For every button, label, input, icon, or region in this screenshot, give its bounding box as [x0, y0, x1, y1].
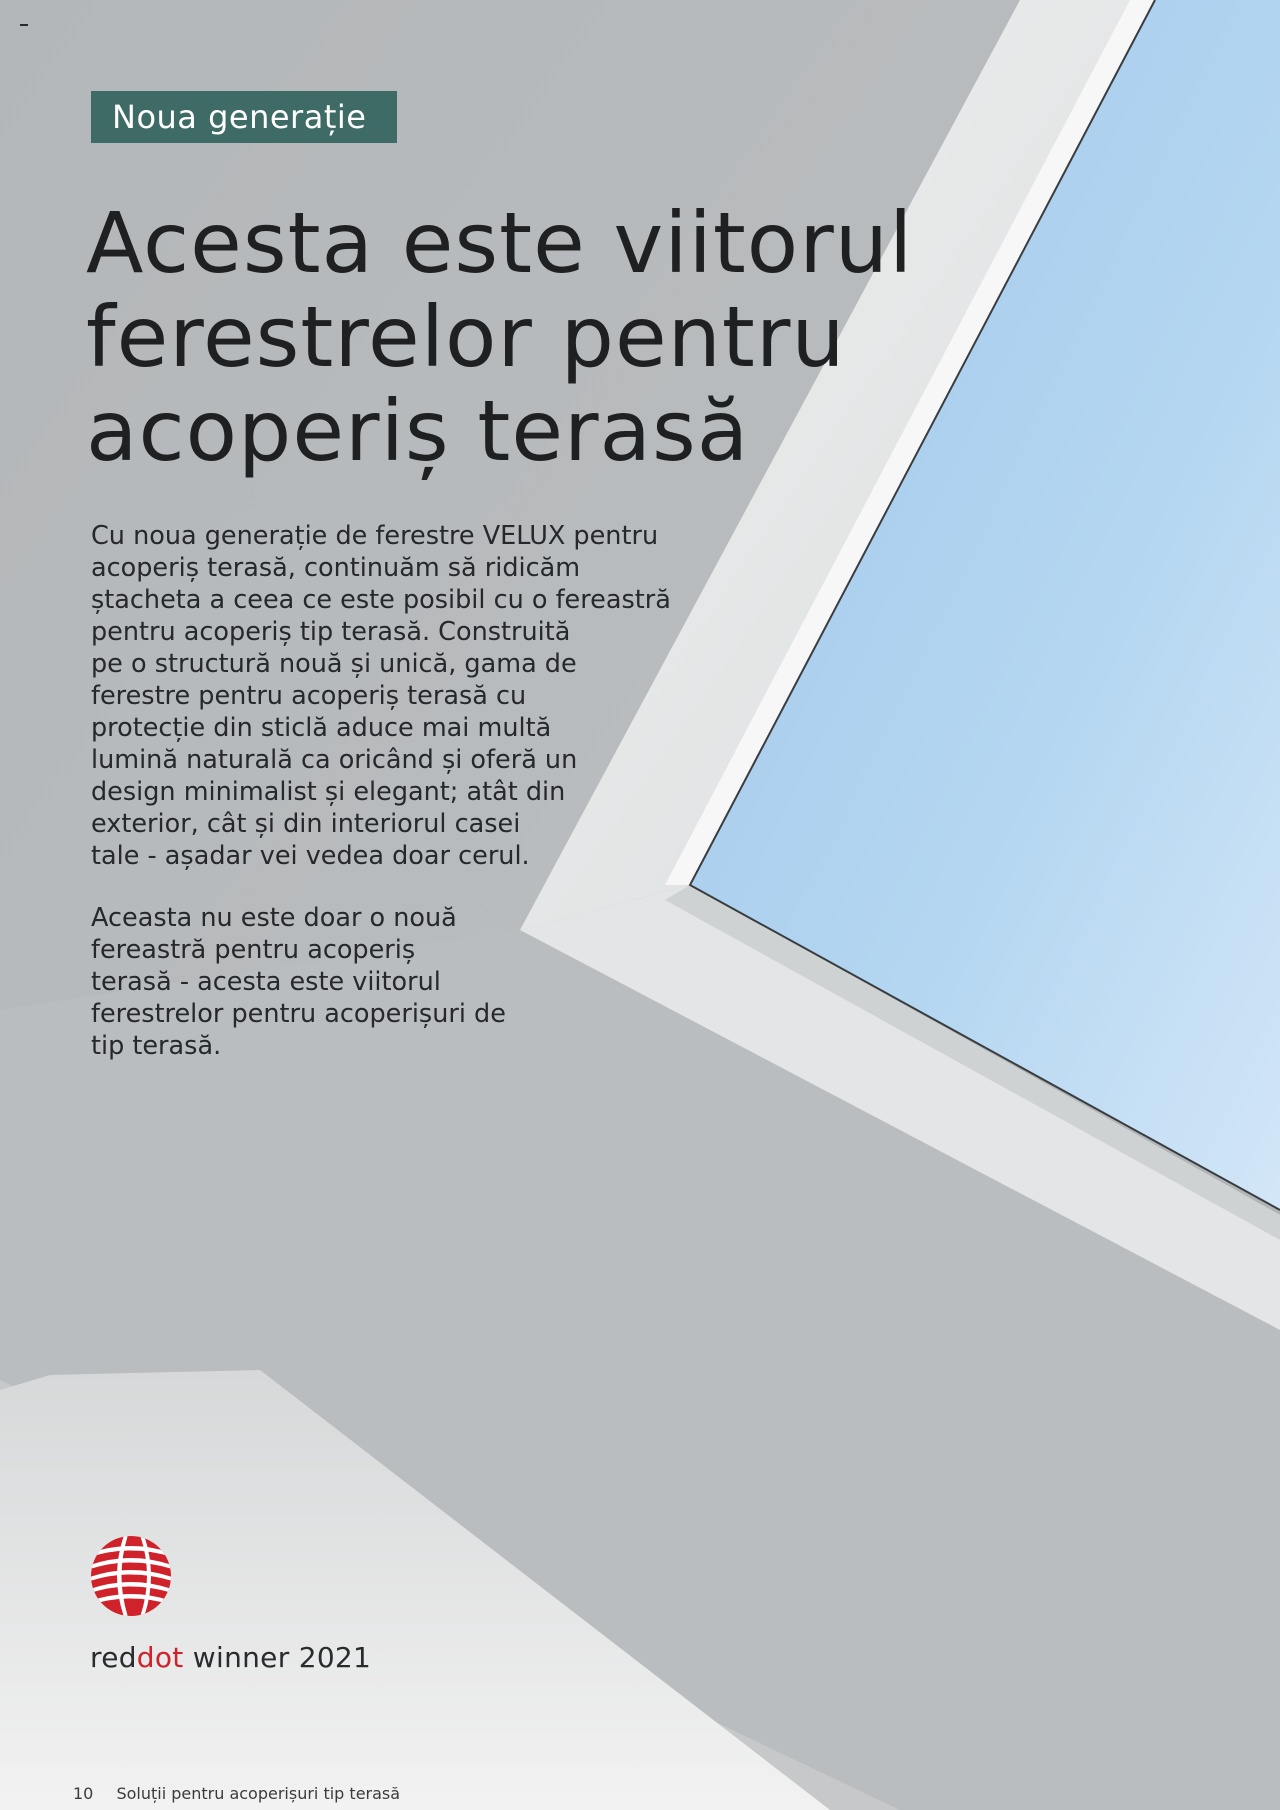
- page-footer: [73, 1784, 400, 1803]
- paragraph-line: fereastră pentru acoperiș: [91, 935, 416, 965]
- award-label: [90, 1641, 371, 1674]
- closing-paragraph: [91, 902, 691, 1062]
- paragraph-line: exterior, cât și din interiorul casei: [91, 809, 521, 839]
- paragraph-line: ștacheta a ceea ce este posibil cu o fereastră: [91, 585, 671, 615]
- paragraph-line: Aceasta nu este doar o nouă: [91, 903, 457, 933]
- award-red-text: red: [90, 1641, 137, 1674]
- section-tag: Noua generație: [91, 91, 397, 143]
- paragraph-line: tale - așadar vei vedea doar cerul.: [91, 841, 530, 871]
- paragraph-line: acoperiș terasă, continuăm să ridicăm: [91, 553, 581, 583]
- paragraph-line: tip terasă.: [91, 1031, 222, 1061]
- paragraph-line: pe o structură nouă și unică, gama de: [91, 649, 577, 679]
- title-line: Acesta este viitorul: [86, 194, 914, 292]
- paragraph-line: ferestre pentru acoperiș terasă cu: [91, 681, 527, 711]
- title-line: acoperiș terasă: [86, 382, 750, 480]
- paragraph-line: ferestrelor pentru acoperișuri de: [91, 999, 506, 1029]
- paragraph-line: terasă - acesta este viitorul: [91, 967, 441, 997]
- corner-mark: [20, 24, 28, 26]
- paragraph-line: pentru acoperiș tip terasă. Construită: [91, 617, 571, 647]
- paragraph-line: Cu noua generație de ferestre VELUX pentru: [91, 521, 659, 551]
- reddot-logo-icon: [90, 1535, 172, 1617]
- paragraph-line: protecție din sticlă aduce mai multă: [91, 713, 552, 743]
- page-number: 10: [73, 1784, 94, 1803]
- intro-paragraph: [91, 520, 691, 872]
- paragraph-line: lumină naturală ca oricând și oferă un: [91, 745, 578, 775]
- paragraph-line: design minimalist și elegant; atât din: [91, 777, 566, 807]
- award-dot-text: dot: [136, 1641, 184, 1674]
- award-rest-text: winner 2021: [183, 1641, 372, 1674]
- footer-section: Soluții pentru acoperișuri tip terasă: [116, 1784, 401, 1803]
- page-title: [86, 196, 986, 478]
- title-line: ferestrelor pentru: [86, 288, 846, 386]
